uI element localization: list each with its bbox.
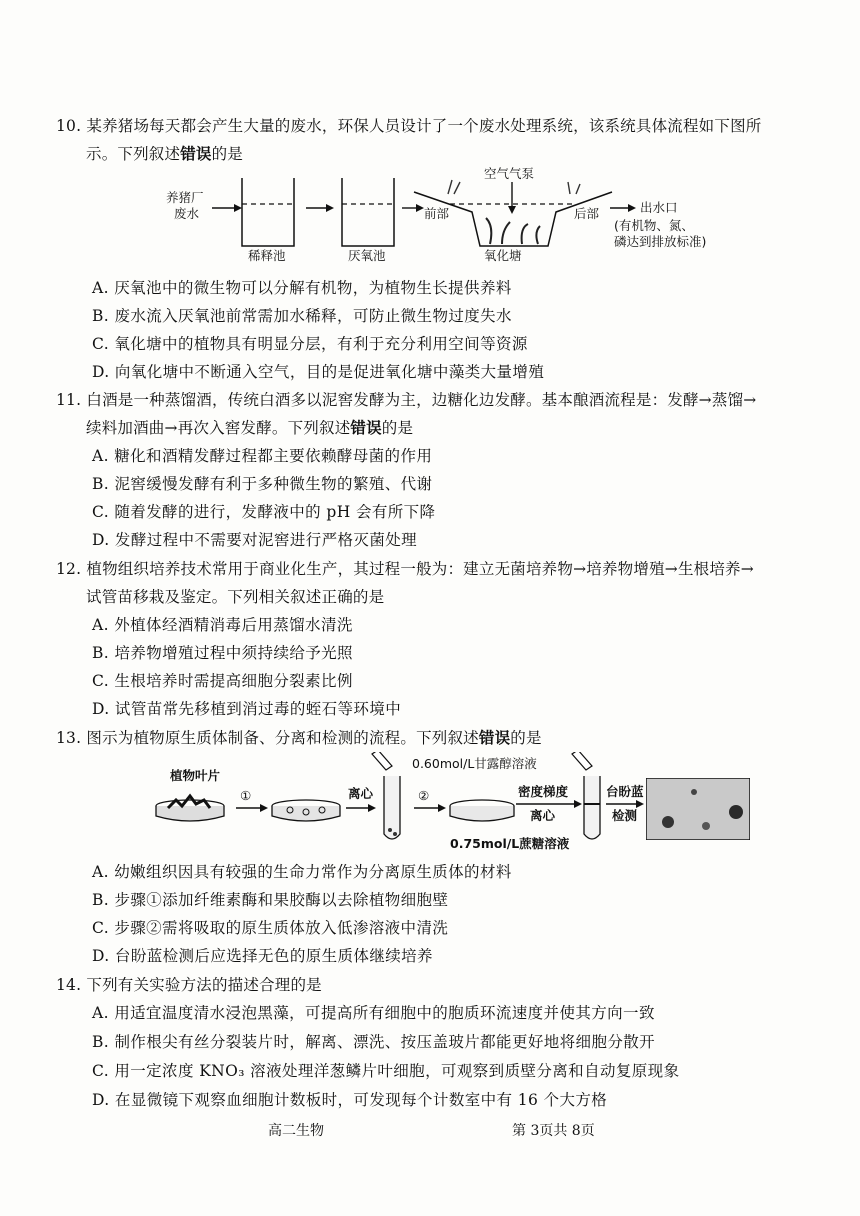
q12-option-b: B. 培养物增殖过程中须持续给予光照: [92, 644, 353, 662]
wastewater-diagram: [150, 164, 750, 264]
q10-stem-end: 的是: [211, 145, 244, 163]
q10-option-d: D. 向氧化塘中不断通入空气，目的是促进氧化塘中藻类大量增殖: [92, 363, 545, 381]
q14-option-c: C. 用一定浓度 KNO₃ 溶液处理洋葱鳞片叶细胞，可观察到质壁分离和自动复原现象: [92, 1062, 680, 1080]
q10-stem-text: 示。下列叙述: [86, 145, 181, 163]
input-label-2: 废水: [174, 206, 200, 221]
q11-option-a: A. 糖化和酒精发酵过程都主要依赖酵母菌的作用: [92, 447, 433, 465]
glycerol-label: 0.60mol/L甘露醇溶液: [412, 756, 537, 771]
q11-stem-end: 的是: [381, 419, 414, 437]
input-label-1: 养猪厂: [166, 190, 204, 205]
detect-label: 检测: [612, 808, 638, 823]
centrifuge2-label: 离心: [530, 808, 556, 823]
q10-option-c: C. 氧化塘中的植物具有明显分层，有利于充分利用空间等资源: [92, 335, 528, 353]
centrifuge-label: 离心: [348, 786, 374, 801]
q10-option-a: A. 厌氧池中的微生物可以分解有机物，为植物生长提供养料: [92, 279, 512, 297]
pipette-icon: [572, 752, 592, 770]
micrograph-image: [646, 778, 750, 840]
footer-subject: 高二生物: [268, 1123, 324, 1139]
q10-option-b: B. 废水流入厌氧池前常需加水稀释，可防止微生物过度失水: [92, 307, 512, 325]
q10-stem-line2: [86, 142, 243, 164]
q13-option-a: A. 幼嫩组织因具有较强的生命力常作为分离原生质体的材料: [92, 863, 512, 881]
stained-cell-icon: [702, 822, 710, 830]
q13-stem-text: 13. 图示为植物原生质体制备、分离和检测的流程。下列叙述: [56, 729, 479, 747]
pellet-icon: [388, 828, 392, 832]
q14-stem: 14. 下列有关实验方法的描述合理的是: [56, 976, 322, 994]
pond-label: 氧化塘: [484, 248, 522, 263]
arrowhead-centrifuge: [368, 804, 376, 812]
arrowhead-2: [326, 204, 334, 212]
q12-option-c: C. 生根培养时需提高细胞分裂素比例: [92, 672, 353, 690]
q14-option-a: A. 用适宜温度清水浸泡黑藻，可提高所有细胞中的胞质环流速度并使其方向一致: [92, 1004, 655, 1022]
gradient-label: 密度梯度: [518, 784, 569, 799]
q11-option-d: D. 发酵过程中不需要对泥窖进行严格灭菌处理: [92, 531, 418, 549]
arrowhead-trypan: [636, 800, 644, 808]
q12-option-d: D. 试管苗常先移植到消过毒的蛭石等环境中: [92, 700, 402, 718]
arrowhead-4: [628, 204, 636, 212]
stained-cell-icon: [662, 816, 674, 828]
q14-option-d: D. 在显微镜下观察血细胞计数板时，可发现每个计数室中有 16 个大方格: [92, 1091, 608, 1109]
q13-emphasis: 错误: [478, 728, 511, 747]
pipette-icon: [372, 752, 392, 770]
pellet-icon: [393, 832, 397, 836]
q13-option-c: C. 步骤②需将吸取的原生质体放入低渗溶液中清洗: [92, 919, 449, 937]
q10-stem-line1: 10. 某养猪场每天都会产生大量的废水，环保人员设计了一个废水处理系统，该系统具体流程如下图所: [56, 117, 762, 135]
back-label: 后部: [574, 206, 600, 221]
dish2-body: [272, 806, 340, 821]
q13-option-b: B. 步骤①添加纤维素酶和果胶酶以去除植物细胞壁: [92, 891, 449, 909]
protoplast-diagram: [150, 752, 710, 856]
q11-stem-line2: [86, 416, 413, 438]
outlet-note-1: (有机物、氮、: [614, 218, 694, 233]
arrowhead-3: [416, 204, 424, 212]
step1-label: ①: [240, 788, 252, 803]
q11-emphasis: 错误: [350, 418, 382, 437]
dilution-tank: [242, 178, 294, 246]
dish1-body: [156, 806, 224, 821]
arrowhead-step1: [260, 804, 268, 812]
sucrose-label: 0.75mol/L蔗糖溶液: [450, 836, 570, 851]
step2-label: ②: [418, 788, 430, 803]
arrowhead-step2: [438, 804, 446, 812]
outlet-note-2: 磷达到排放标准): [614, 234, 707, 249]
q11-stem-text: 续料加酒曲→再次入窖发酵。下列叙述: [86, 419, 351, 437]
stained-cell-icon: [691, 789, 697, 795]
arrowhead-gradient: [574, 800, 582, 808]
q13-stem-end: 的是: [510, 729, 542, 747]
dish3-body: [450, 806, 514, 821]
tube2: [584, 776, 600, 839]
arrowhead-1: [234, 204, 242, 212]
leaf-label: 植物叶片: [170, 768, 221, 783]
footer-page-number: 第 3页共 8页: [512, 1123, 595, 1139]
grass-icon: [448, 180, 580, 194]
outlet-label: 出水口: [640, 200, 678, 215]
q10-emphasis: 错误: [180, 144, 212, 163]
tank2-label: 厌氧池: [348, 248, 386, 263]
q13-option-d: D. 台盼蓝检测后应选择无色的原生质体继续培养: [92, 947, 433, 965]
anaerobic-tank: [342, 178, 394, 246]
q12-stem-line2: 试管苗移栽及鉴定。下列相关叙述正确的是: [86, 588, 385, 606]
front-label: 前部: [424, 206, 450, 221]
q11-option-b: B. 泥窖缓慢发酵有利于多种微生物的繁殖、代谢: [92, 475, 433, 493]
q12-option-a: A. 外植体经酒精消毒后用蒸馏水清洗: [92, 616, 353, 634]
trypan-label: 台盼蓝: [606, 784, 644, 799]
pump-label: 空气气泵: [484, 166, 535, 181]
q11-stem-line1: 11. 白酒是一种蒸馏酒，传统白酒多以泥窖发酵为主，边糖化边发酵。基本酿酒流程是：发酵→蒸馏→: [56, 391, 757, 409]
tube1: [384, 776, 400, 839]
q11-option-c: C. 随着发酵的进行，发酵液中的 pH 会有所下降: [92, 503, 436, 521]
q13-stem: [56, 726, 542, 748]
q14-option-b: B. 制作根尖有丝分裂装片时，解离、漂洗、按压盖玻片都能更好地将细胞分散开: [92, 1033, 656, 1051]
water-plants-icon: [486, 218, 540, 244]
q12-stem-line1: 12. 植物组织培养技术常用于商业化生产，其过程一般为：建立无菌培养物→培养物增殖→生根培养→: [56, 560, 754, 578]
air-arrowhead: [508, 206, 516, 214]
tank1-label: 稀释池: [248, 248, 286, 263]
stained-cell-icon: [729, 805, 743, 819]
